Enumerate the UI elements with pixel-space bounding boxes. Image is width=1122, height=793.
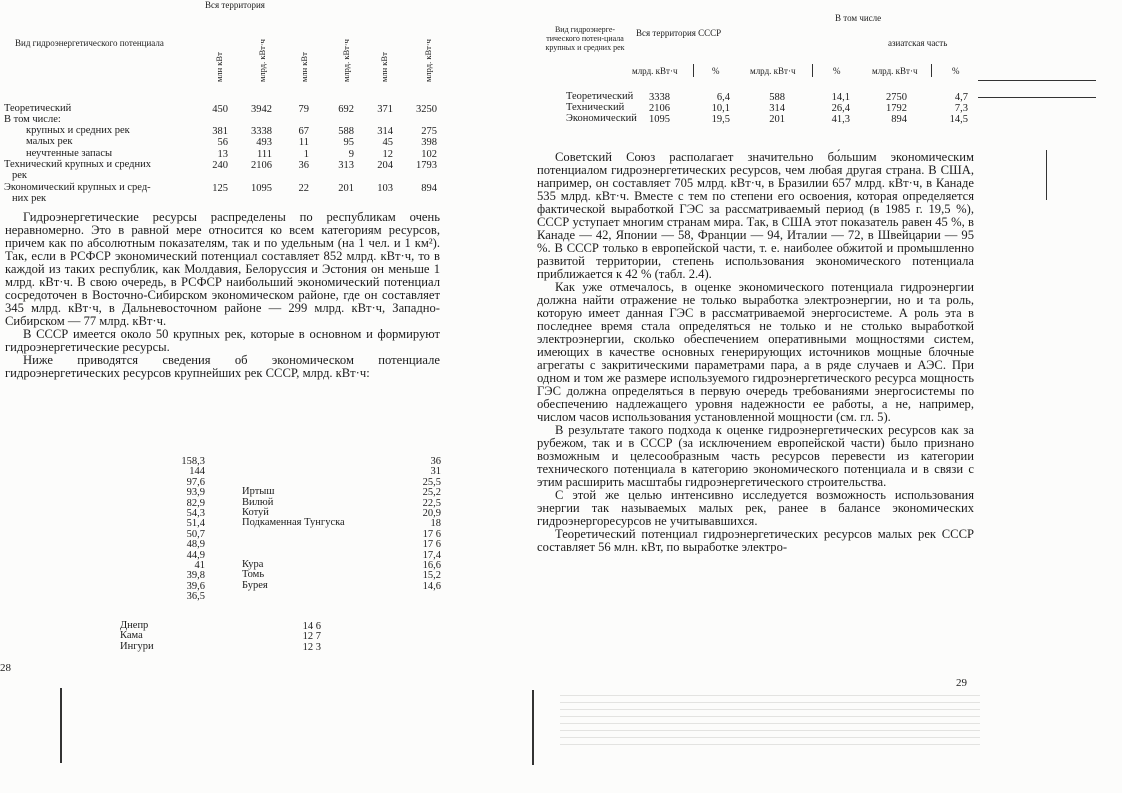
table-cell: 22: [298, 183, 309, 194]
paragraph: С этой же целью интенсивно исследуется возможность использования энергии так называемых малых рек, ранее в балансе экономических гидроэнергоресурсов не учитывавшихся.: [537, 488, 974, 528]
river-name: Иртыш: [242, 486, 275, 498]
scan-bleed-mark: [532, 690, 534, 765]
river-value: 41: [194, 560, 205, 571]
river-name: Днепр: [120, 620, 149, 631]
right-table-header-all: Вся территория СССР: [636, 28, 722, 38]
unit-label: млн кВт: [379, 52, 389, 82]
right-table-header-incl: В том числе: [835, 13, 882, 23]
river-value: 36,5: [186, 591, 205, 603]
table-cell: 7,3: [954, 103, 968, 114]
table-cell: 56: [217, 137, 228, 148]
scan-bleed-text: [560, 690, 980, 745]
table-cell: 3338: [649, 92, 670, 103]
table-cell: 4,7: [954, 92, 968, 103]
paragraph: В результате такого подхода к оценке гидроэнергетических ресурсов как за рубежом, так и в СССР (за исключением европейской части) было признано возможным и целесообразным часть ресурсов перевести из категории технического потенциала в категорию экономического потенциала и в связи с этим расширить масштабы гидроэнергетического строительства.: [537, 423, 974, 489]
river-value: 93,9: [186, 487, 205, 499]
table-divider: [693, 64, 694, 77]
river-value: 18: [430, 518, 441, 530]
right-table-rowhead: Вид гидроэнерге-тического потен-циала крупных и средних рек: [545, 25, 625, 52]
table-cell: 10,1: [711, 103, 730, 114]
river-name: Кура: [242, 559, 264, 570]
table-cell: 692: [338, 104, 354, 115]
river-name: Вилюй: [242, 496, 274, 508]
table-cell: 45: [382, 137, 393, 148]
river-value: 17 6: [422, 539, 441, 551]
unit-label: млн кВт: [214, 52, 224, 82]
table-cell: 14,5: [949, 114, 968, 125]
unit-label: млрд. кВт·ч: [341, 39, 351, 82]
table-cell: 111: [257, 149, 272, 160]
paragraph: Гидроэнергетические ресурсы распределены по республикам очень неравномерно. Это в равной мере относится ко всем категориям ресурсов, причем как по абсолютным показателям, так и по удельным (на 1 чел. и 1 км²). Так, если в РСФСР экономический потенциал составляет 852 млрд. кВт·ч, то в каждой из таких республик, как Молдавия, Белоруссия и Эстония он меньше 1 млрд. кВт·ч. В свою очередь, в РСФСР наибольший экономический потенциал сосредоточен в Восточно-Сибирском экономическом районе, где он составляет 345 млрд. кВт·ч, в Дальневосточном районе — 299 млрд. кВт·ч, Западно-Сибирском — 77 млрд. кВт·ч.: [5, 210, 440, 328]
paragraph: Ниже приводятся сведения об экономическом потенциале гидроэнергетических ресурсов крупнейших рек СССР, млрд. кВт·ч:: [5, 353, 440, 380]
table-cell: 2106: [251, 160, 272, 171]
table-header-all: Вся территория: [205, 0, 265, 10]
river-value: 44,9: [186, 549, 205, 561]
table-cell: 314: [769, 103, 785, 114]
unit-label: млрд. кВт·ч: [257, 39, 267, 82]
river-value: 51,4: [186, 518, 205, 530]
table-cell: 240: [212, 160, 228, 171]
table-cell: 588: [769, 92, 785, 103]
table-row-label: Экономический: [566, 113, 637, 124]
river-value: 39,8: [186, 570, 205, 582]
scan-bleed-mark: [60, 688, 62, 763]
paragraph: Как уже отмечалось, в оценке экономического потенциала гидроэнергии должна найти отражение не только выработка электроэнергии, но и та роль, которую имеет данная ГЭС в рассматриваемой энергосистеме. А роль эта в последнее время стала определяться не только и не столько выработкой электроэнергии, сколько обеспечением оперативными мощностями систем, имеющих в качестве основных генерирующих источников мощные блочные агрегаты с закритическими параметрами пара, а в ряде случаев и АЭС. При одном и том же размере используемого гидроэнергетического ресурса мощность ГЭС должна определяться в первую очередь требованиями энергосистемы по обеспечению надлежащего уровня надежности ее работы, а не, например, числом часов использования установленной мощности (см. гл. 5).: [537, 280, 974, 424]
river-value: 36: [430, 456, 441, 467]
river-value: 48,9: [186, 539, 205, 551]
river-value: 97,6: [186, 476, 205, 488]
river-name: Ингури: [120, 640, 154, 652]
table-cell: 13: [217, 149, 228, 160]
table-cell: 1792: [886, 103, 907, 114]
unit-label: %: [833, 66, 841, 76]
table-cell: 1095: [251, 183, 272, 194]
table-row-label: малых рек: [26, 136, 73, 147]
table-rowhead: Вид гидроэнергетического потенциала: [15, 38, 164, 48]
table-cell: 9: [348, 149, 354, 160]
table-cell: 894: [891, 114, 907, 125]
river-value: 22,5: [422, 497, 441, 509]
table-row-label: Технический крупных и средних: [4, 159, 151, 170]
unit-label: %: [952, 66, 960, 76]
table-row-label: Теоретический: [566, 91, 634, 102]
river-name: Бурея: [242, 579, 268, 591]
table-cell: 204: [377, 160, 393, 171]
river-value: 31: [430, 466, 441, 478]
river-value: 16,6: [422, 560, 441, 571]
table-cell: 103: [377, 183, 393, 194]
table-cell: 1: [303, 149, 309, 160]
table-cell: 894: [421, 183, 437, 194]
paragraph: Советский Союз располагает значительно бо́льшим экономическим потенциалом гидроэнергетических ресурсов, чем любая другая страна. В США, например, он составляет 705 млрд. кВт·ч, в Бразилии 657 млрд. кВт·ч, в Канаде 535 млрд. кВт·ч. Вместе с тем по степени его освоения, которая определяется фактической выработкой ГЭС за рассматриваемый период (в 1985 г. 19,5 %), СССР уступает многим странам мира. Так, в США этот показатель равен 45 %, в Канаде — 42, Японии — 58, Франции — 94, Италии — 72, в Швейцарии — 95 %. В СССР только в европейской части, т. е. наиболее обжитой и промышленно развитой территории, степень использования экономического потенциала приближается к 42 % (табл. 2.4).: [537, 150, 974, 281]
river-value: 25,5: [422, 476, 441, 488]
table-cell: 12: [382, 149, 393, 160]
table-cell: 313: [338, 160, 354, 171]
table-row-label: неучтенные запасы: [26, 148, 113, 159]
river-value: 20,9: [422, 508, 441, 519]
river-name: Подкаменная Тунгуска: [242, 517, 345, 529]
river-value: 17 6: [422, 528, 441, 540]
table-cell: 67: [298, 126, 309, 137]
table-cell: 36: [298, 160, 309, 171]
paragraph: В СССР имеется около 50 крупных рек, которые в основном и формируют гидроэнергетические ресурсы.: [5, 327, 440, 354]
river-value: 39,6: [186, 580, 205, 592]
table-cell: 19,5: [711, 114, 730, 125]
table-cell: 493: [256, 137, 272, 148]
river-name: Котуй: [242, 507, 269, 518]
table-cell: 102: [421, 149, 437, 160]
table-cell: 2106: [649, 103, 670, 114]
table-cell: 398: [421, 137, 437, 148]
table-cell: 3250: [416, 104, 437, 115]
river-value: 54,3: [186, 508, 205, 519]
table-cell: 3338: [251, 126, 272, 137]
page-number: 29: [956, 677, 967, 689]
table-row-label: рек: [12, 170, 28, 181]
scan-line: [978, 80, 1096, 81]
table-cell: 14,1: [831, 92, 850, 103]
table-cell: 201: [338, 183, 354, 194]
right-text-block: [537, 151, 974, 554]
table-cell: 11: [298, 137, 309, 148]
unit-label: %: [712, 66, 720, 76]
table-cell: 1095: [649, 114, 670, 125]
table-row-label: В том числе:: [4, 114, 61, 125]
table-cell: 79: [298, 104, 309, 115]
table-cell: 201: [769, 114, 785, 125]
river-value: 12 7: [302, 631, 321, 643]
river-value: 14,6: [422, 580, 441, 592]
table-cell: 314: [377, 126, 393, 137]
table-cell: 95: [343, 137, 354, 148]
unit-label: млрд. кВт·ч: [750, 66, 796, 76]
unit-label: млрд. кВт·ч: [872, 66, 918, 76]
paragraph: Теоретический потенциал гидроэнергетических ресурсов малых рек СССР составляет 56 млн. кВт, по выработке электро-: [537, 527, 974, 554]
table-row-label: Теоретический: [4, 103, 72, 114]
river-value: 144: [189, 466, 205, 478]
river-value: 12 3: [302, 641, 321, 653]
table-cell: 125: [212, 183, 228, 194]
left-text-block: [5, 211, 440, 380]
river-value: 17,4: [422, 549, 441, 561]
table-cell: 588: [338, 126, 354, 137]
table-divider: [931, 64, 932, 77]
river-name: Кама: [120, 630, 143, 642]
table-cell: 450: [212, 104, 228, 115]
table-cell: 41,3: [831, 114, 850, 125]
table-row-label: них рек: [12, 193, 47, 204]
right-table-header-asia: азиатская часть: [888, 38, 948, 48]
scan-line: [978, 97, 1096, 98]
river-value: 50,7: [186, 528, 205, 540]
page-number: 28: [0, 662, 11, 674]
table-divider: [812, 64, 813, 77]
table-cell: 3942: [251, 104, 272, 115]
river-value: 14 6: [302, 621, 321, 632]
river-value: 82,9: [186, 497, 205, 509]
river-name: Томь: [242, 569, 265, 581]
table-cell: 6,4: [716, 92, 730, 103]
unit-label: млн кВт: [299, 52, 309, 82]
unit-label: млрд. кВт·ч: [423, 39, 433, 82]
river-value: 15,2: [422, 570, 441, 582]
table-row-label: Технический: [566, 102, 625, 113]
table-cell: 26,4: [831, 103, 850, 114]
scan-line: [1046, 150, 1047, 200]
table-cell: 275: [421, 126, 437, 137]
table-cell: 381: [212, 126, 228, 137]
table-cell: 371: [377, 104, 393, 115]
table-cell: 2750: [886, 92, 907, 103]
table-cell: 1793: [416, 160, 437, 171]
river-value: 25,2: [422, 487, 441, 499]
table-row-label: Экономический крупных и сред-: [4, 182, 151, 193]
unit-label: млрд. кВт·ч: [632, 66, 678, 76]
table-row-label: крупных и средних рек: [26, 125, 130, 136]
river-value: 158,3: [181, 456, 205, 467]
